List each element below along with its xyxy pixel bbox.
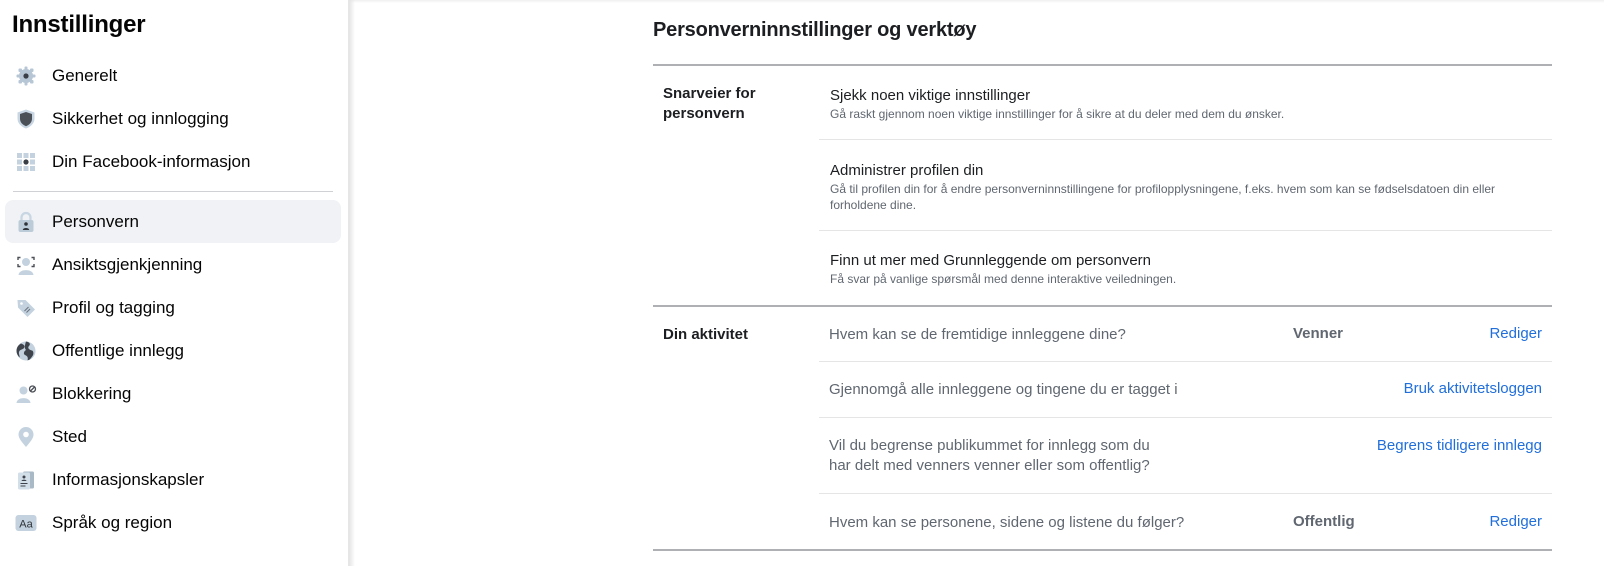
activity-row-review-tags bbox=[819, 362, 1552, 418]
shortcut-check-settings[interactable] bbox=[819, 66, 1552, 140]
sidebar-item-label: Blokkering bbox=[52, 383, 132, 403]
shortcut-description: Gå til profilen din for å endre personverninnstillingene for profilopplysningene, f.eks. hvem som kan se fødselsdatoen din eller forholdene dine. bbox=[830, 182, 1496, 212]
sidebar-item-label: Offentlige innlegg bbox=[52, 340, 185, 360]
activity-row-following bbox=[819, 494, 1552, 549]
sidebar-item-label: Din Facebook-informasjon bbox=[52, 151, 251, 171]
settings-sidebar bbox=[0, 0, 349, 566]
sidebar-item-generelt[interactable] bbox=[5, 54, 341, 97]
sidebar-item-sprak-region[interactable] bbox=[5, 501, 341, 544]
activity-current-value: Venner bbox=[1293, 325, 1344, 342]
shortcut-manage-profile[interactable] bbox=[819, 140, 1552, 231]
activity-question bbox=[829, 436, 1150, 476]
sidebar-divider bbox=[13, 191, 333, 192]
sidebar-title: Innstillinger bbox=[12, 11, 146, 38]
sidebar-item-label: Personvern bbox=[52, 211, 139, 231]
section-label-line: personvern bbox=[663, 105, 745, 122]
activity-question: Hvem kan se personene, sidene og listene du følger? bbox=[829, 514, 1185, 531]
limit-past-posts-link[interactable]: Begrens tidligere innlegg bbox=[1376, 437, 1542, 454]
shortcut-privacy-basics[interactable] bbox=[819, 231, 1552, 306]
sidebar-item-label: Språk og region bbox=[52, 512, 173, 532]
sidebar-item-ansiktsgjenkjenning[interactable] bbox=[5, 243, 341, 286]
globe-icon bbox=[15, 340, 37, 362]
shortcut-title: Finn ut mer med Grunnleggende om personvern bbox=[830, 252, 1152, 269]
location-pin-icon bbox=[15, 426, 37, 448]
sidebar-item-label: Ansiktsgjenkjenning bbox=[52, 254, 203, 274]
privacy-shortcuts-section bbox=[653, 66, 1552, 306]
sidebar-item-facebook-info[interactable] bbox=[5, 140, 341, 183]
activity-row-limit-past-posts bbox=[819, 418, 1552, 494]
sidebar-item-blokkering[interactable] bbox=[5, 372, 341, 415]
gear-icon bbox=[15, 65, 37, 87]
activity-row-future-posts bbox=[819, 307, 1552, 362]
sidebar-item-personvern[interactable] bbox=[5, 200, 341, 243]
shortcut-description: Gå raskt gjennom noen viktige innstillinger for å sikre at du deler med dem du ønsker. bbox=[830, 107, 1285, 121]
activity-question-line: har delt med venners venner eller som offentlig? bbox=[829, 457, 1150, 474]
section-label-line: Snarveier for bbox=[663, 85, 756, 102]
activity-question-line: Vil du begrense publikummet for innlegg som du bbox=[829, 437, 1150, 454]
sidebar-item-label: Profil og tagging bbox=[52, 297, 175, 317]
shortcut-title: Sjekk noen viktige innstillinger bbox=[830, 87, 1031, 104]
shield-icon bbox=[15, 108, 37, 130]
page-title: Personverninnstillinger og verktøy bbox=[653, 19, 977, 41]
activity-question: Hvem kan se de fremtidige innleggene dine? bbox=[829, 326, 1126, 343]
edit-following-link[interactable]: Rediger bbox=[1489, 513, 1542, 530]
shortcut-description: Få svar på vanlige spørsmål med denne interaktive veiledningen. bbox=[830, 272, 1177, 286]
shortcut-title: Administrer profilen din bbox=[830, 162, 984, 179]
sidebar-shadow bbox=[349, 0, 355, 566]
language-aa-icon bbox=[15, 512, 37, 534]
tag-icon bbox=[15, 297, 37, 319]
activity-current-value: Offentlig bbox=[1293, 513, 1355, 530]
block-user-icon bbox=[15, 383, 37, 405]
section-label-activity: Din aktivitet bbox=[663, 326, 749, 343]
sidebar-item-profil-tagging[interactable] bbox=[5, 286, 341, 329]
activity-question: Gjennomgå alle innleggene og tingene du er tagget i bbox=[829, 381, 1178, 398]
section-label-shortcuts bbox=[663, 84, 756, 124]
svg-text:Aa: Aa bbox=[19, 517, 33, 530]
sidebar-item-sikkerhet[interactable] bbox=[5, 97, 341, 140]
grid-icon bbox=[15, 151, 37, 173]
sidebar-menu bbox=[5, 54, 341, 544]
use-activity-log-link[interactable]: Bruk aktivitetsloggen bbox=[1403, 380, 1542, 397]
your-activity-section bbox=[653, 307, 1552, 549]
sidebar-item-label: Generelt bbox=[52, 65, 118, 85]
sidebar-item-label: Sted bbox=[52, 426, 87, 446]
section-divider bbox=[653, 549, 1552, 551]
face-scan-icon bbox=[15, 254, 37, 276]
sidebar-item-informasjonskapsler[interactable] bbox=[5, 458, 341, 501]
edit-future-posts-link[interactable]: Rediger bbox=[1489, 325, 1542, 342]
sidebar-item-label: Sikkerhet og innlogging bbox=[52, 108, 229, 128]
cookie-card-icon bbox=[15, 469, 37, 491]
sidebar-item-label: Informasjonskapsler bbox=[52, 469, 205, 489]
sidebar-item-sted[interactable] bbox=[5, 415, 341, 458]
lock-icon bbox=[15, 211, 37, 233]
sidebar-item-offentlige-innlegg[interactable] bbox=[5, 329, 341, 372]
